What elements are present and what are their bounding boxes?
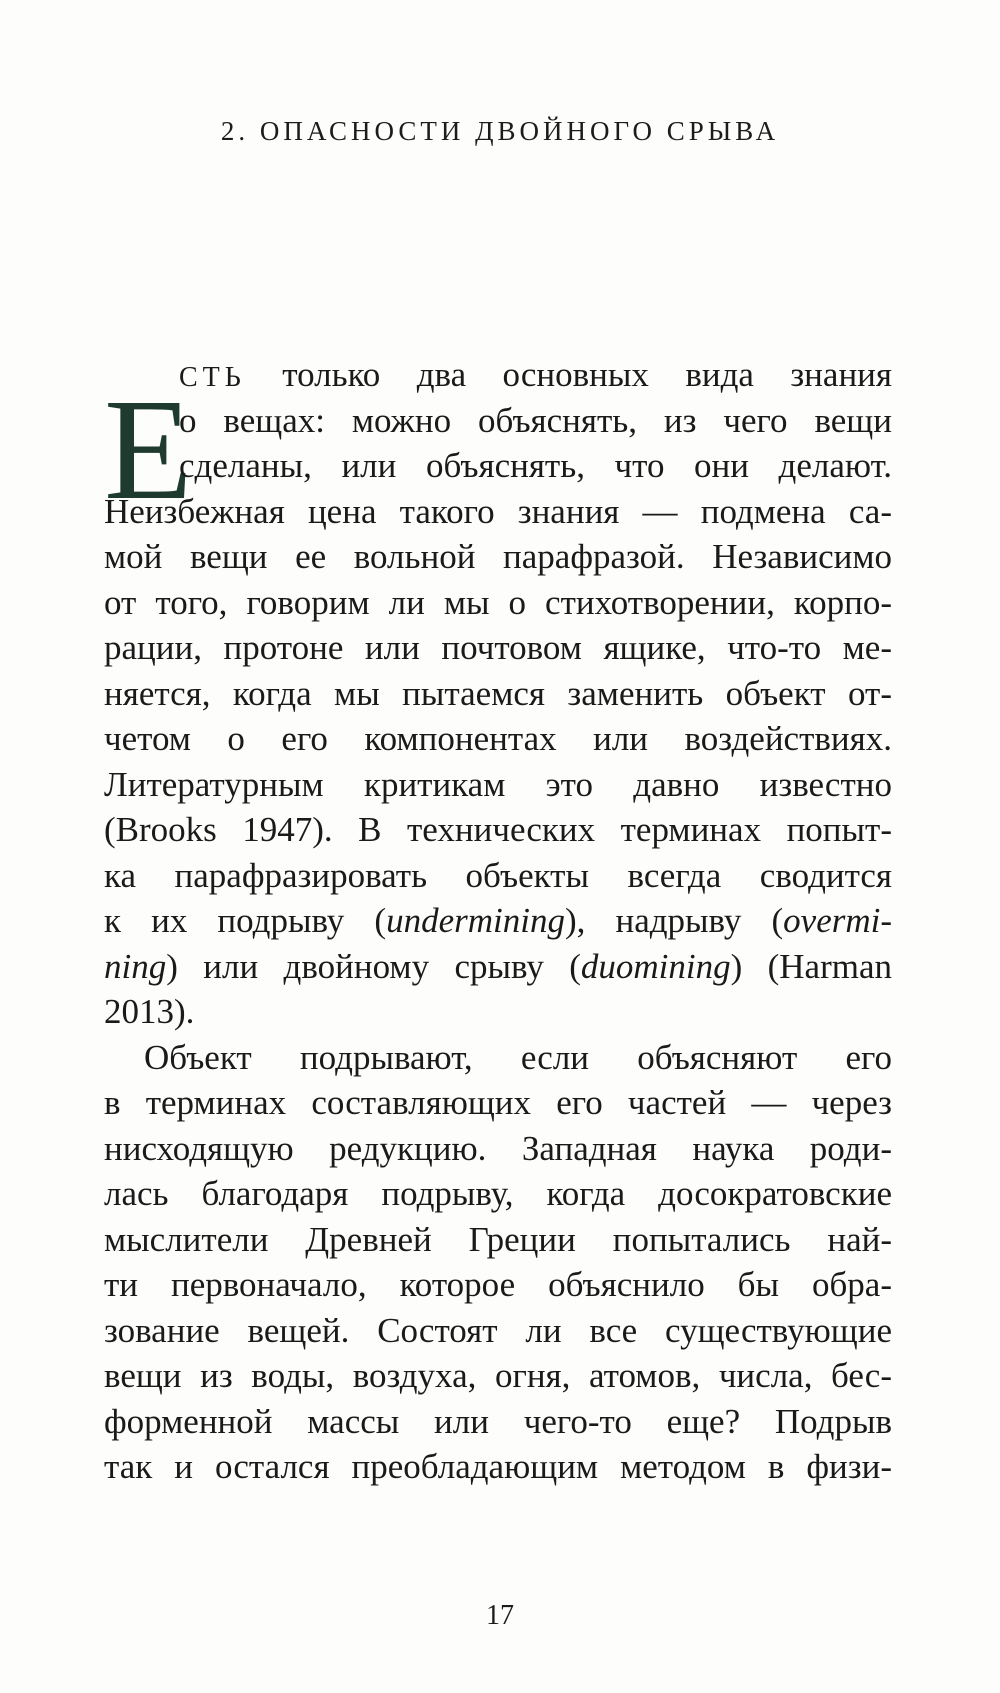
text-line: в терминах составляющих его частей — через: [104, 1083, 892, 1122]
text-line: к их подрыву (undermining), надрыву (overmi-: [104, 901, 893, 940]
text-line: вещи из воды, воздуха, огня, атомов, числа, бес-: [104, 1356, 892, 1395]
text-line: Литературным критикам это давно известно: [104, 764, 892, 804]
term-duomining: duomining: [580, 946, 731, 986]
body-text: [104, 352, 892, 1490]
text-line: ка парафразировать объекты всегда сводится: [104, 855, 892, 895]
text-line: няется, когда мы пытаемся заменить объект от-: [104, 673, 892, 713]
text-line: от того, говорим ли мы о стихотворении, корпо-: [104, 582, 892, 622]
text-line: четом о его компонентах или воздействиях.: [104, 719, 892, 758]
text-line: нисходящую редукцию. Западная наука роди-: [104, 1128, 892, 1168]
page-number: 17: [486, 1600, 514, 1631]
text-line: рации, протоне или почтовом ящике, что-то ме-: [104, 628, 892, 667]
text-line: ти первоначало, которое объяснило бы обра-: [104, 1265, 892, 1304]
term-undermining: undermining: [386, 901, 565, 940]
text-line: зование вещей. Состоят ли все существующие: [104, 1310, 892, 1350]
text-line: мой вещи ее вольной парафразой. Независимо: [104, 537, 892, 576]
term-overmining: overmi-: [783, 901, 893, 940]
text-line: мыслители Древней Греции попытались най-: [104, 1219, 892, 1259]
text-line: лась благодаря подрыву, когда досократовские: [104, 1174, 892, 1213]
text-line: Неизбежная цена такого знания — подмена са-: [104, 491, 892, 531]
text-line: (Brooks 1947). В технических терминах попыт-: [104, 810, 892, 849]
drop-cap: Е: [104, 370, 193, 530]
text-line: форменной массы или чего-то еще? Подрыв: [104, 1401, 892, 1441]
text-line: о вещах: можно объяснять, из чего вещи: [179, 400, 892, 440]
text-line: ning) или двойному срыву (duomining) (Harman: [104, 946, 892, 986]
text-line: СТЬ только два основных вида знания: [179, 355, 892, 394]
text-line: так и остался преобладающим методом в физи-: [104, 1447, 892, 1486]
chapter-title: 2. ОПАСНОСТИ ДВОЙНОГО СРЫВА: [220, 116, 780, 146]
text-line: 2013).: [104, 992, 195, 1031]
text-line: сделаны, или объяснять, что они делают.: [179, 446, 892, 485]
first-word-smallcaps: СТЬ: [179, 362, 246, 393]
text-line: Объект подрывают, если объясняют его: [144, 1037, 892, 1077]
